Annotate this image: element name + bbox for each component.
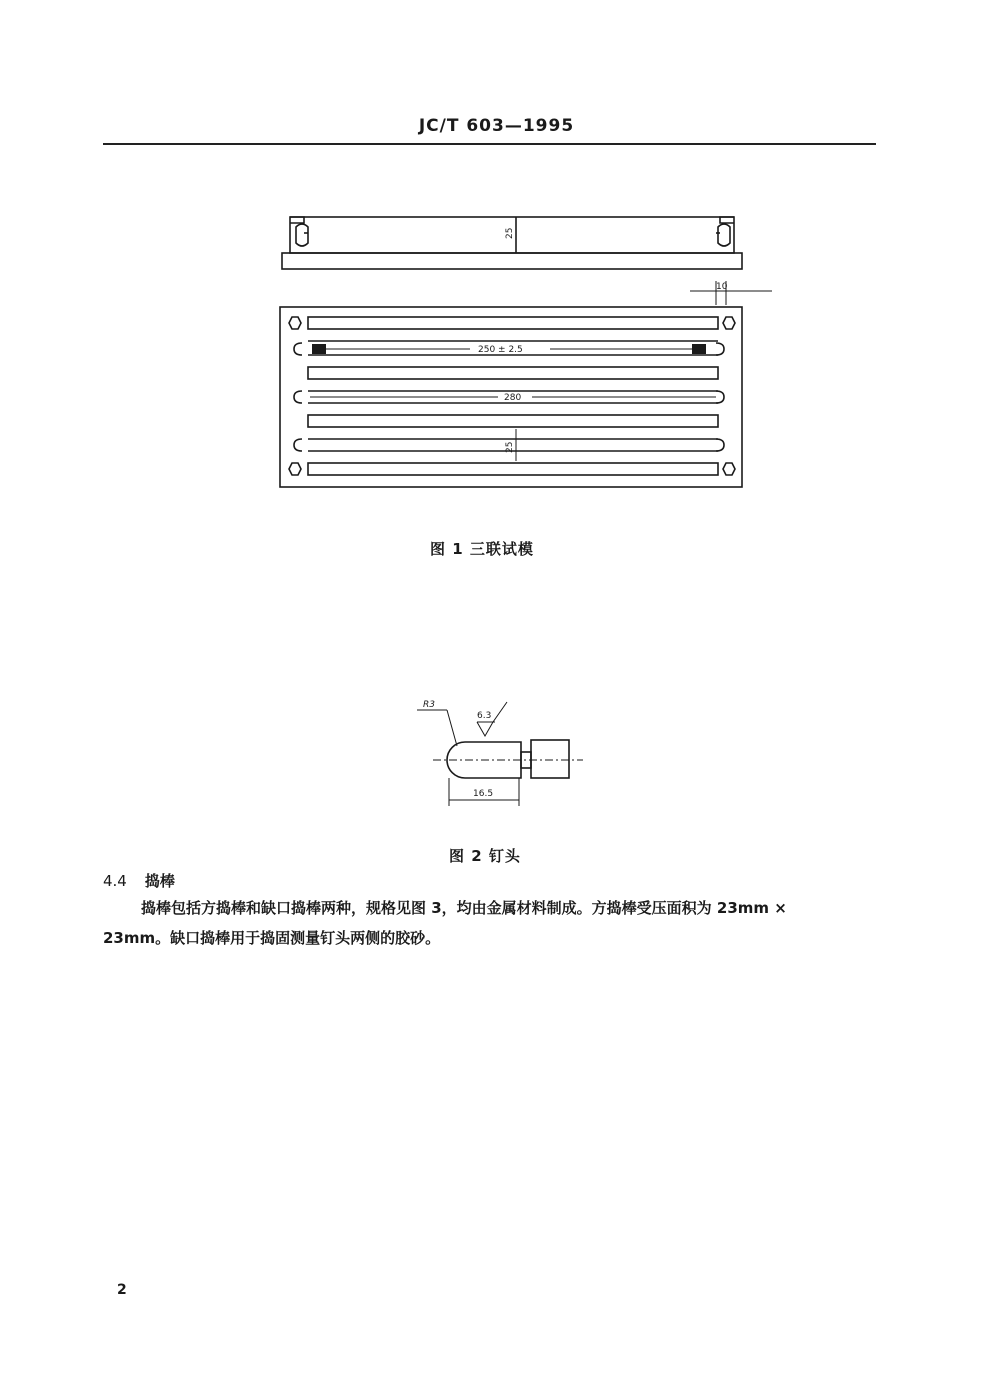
section-heading: [103, 870, 175, 891]
paragraph-line-1: 捣棒包括方捣棒和缺口捣棒两种，规格见图 3，均由金属材料制成。方捣棒受压面积为 23mm ×: [141, 899, 787, 917]
section-title: 捣棒: [144, 872, 175, 890]
header-rule: [103, 143, 876, 145]
standard-code: JC/T 603—1995: [418, 116, 575, 136]
nail-head-outline: [447, 740, 569, 778]
dim-height-bottom: 25: [505, 441, 515, 453]
section-number: 4.4: [103, 872, 127, 890]
dimension-lines: [310, 281, 772, 461]
nail-head-dims: [417, 702, 583, 806]
dim-nail-length: 250 ± 2.5: [478, 345, 523, 355]
dim-end-gap: 10: [716, 282, 728, 292]
dim-nail-head-length: 16.5: [473, 789, 494, 799]
figure-1-caption: 图 1 三联试模: [430, 540, 534, 558]
paragraph-line-2: 23mm。缺口捣棒用于捣固测量钉头两侧的胶砂。: [103, 929, 441, 947]
section-paragraph: [103, 893, 878, 953]
figure-1-drawing: [270, 205, 790, 500]
dim-mould-length: 280: [504, 393, 522, 403]
figure-2-caption: 图 2 钉头: [449, 847, 521, 865]
dim-height-top: 25: [505, 227, 515, 239]
figure-2-drawing: [415, 696, 585, 811]
page-number: 2: [117, 1282, 127, 1298]
dim-roughness: 6.3: [477, 711, 492, 721]
mould-elevation: [282, 217, 742, 269]
dim-radius: R3: [423, 700, 435, 710]
